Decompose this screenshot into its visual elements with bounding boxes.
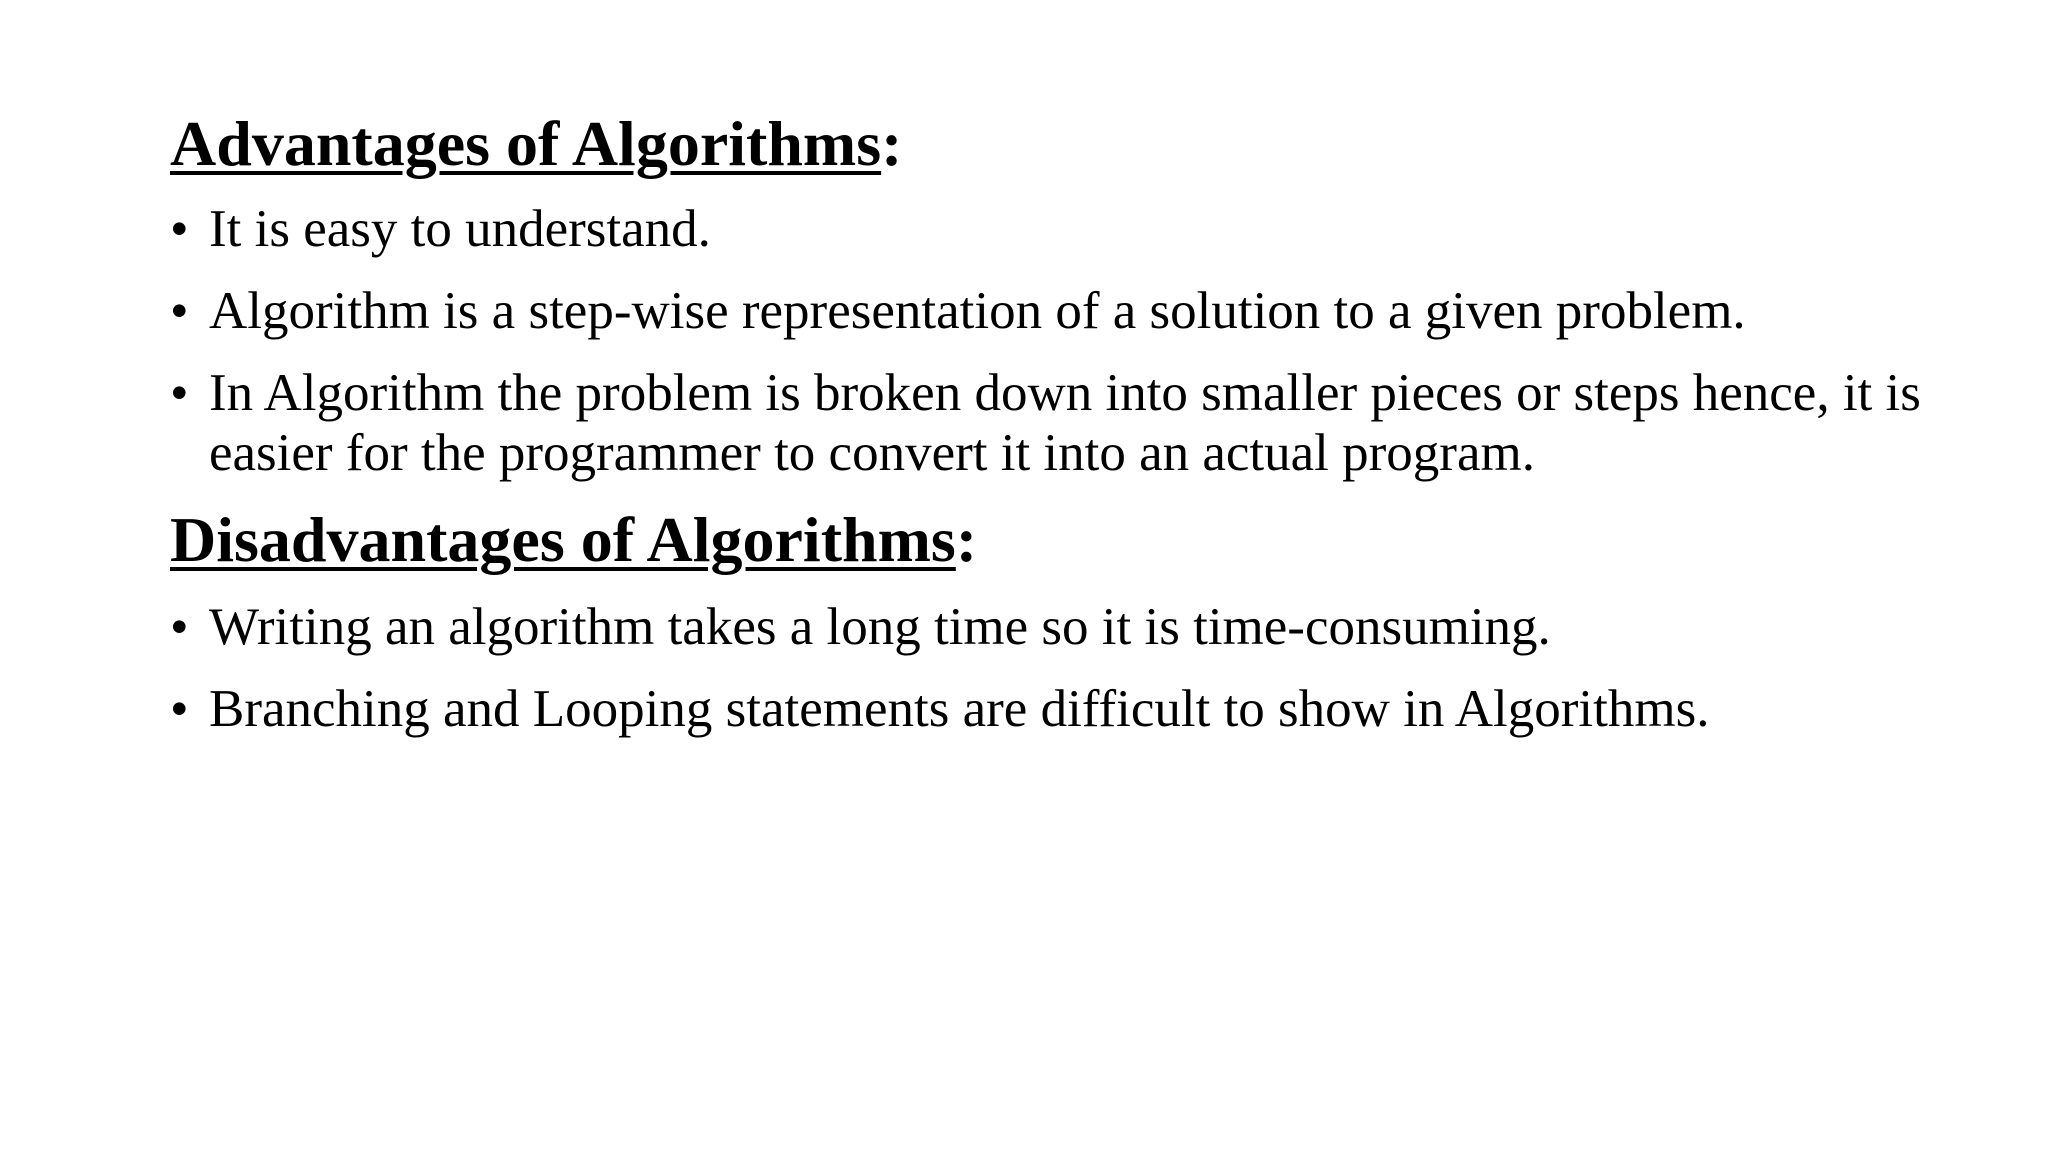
bullet-icon: •: [170, 282, 189, 340]
disadvantages-list: [170, 597, 1950, 739]
list-item: [170, 281, 1950, 341]
disadvantages-section: [170, 501, 1950, 739]
list-item-text: Branching and Looping statements are difficult to show in Algorithms.: [209, 680, 1710, 738]
disadvantages-colon: :: [955, 504, 978, 575]
disadvantages-title: Disadvantages of Algorithms: [170, 504, 956, 575]
list-item-text: Algorithm is a step-wise representation of a solution to a given problem.: [209, 282, 1746, 340]
advantages-section: [170, 105, 1950, 483]
list-item-text: It is easy to understand.: [209, 200, 711, 258]
list-item: [170, 679, 1950, 739]
list-item: [170, 363, 1950, 483]
advantages-colon: :: [881, 108, 903, 179]
list-item: [170, 199, 1950, 259]
list-item-text: In Algorithm the problem is broken down into smaller pieces or steps hence, it is easier for the programmer to convert it into an actual program.: [209, 364, 1921, 482]
list-item-text: Writing an algorithm takes a long time so it is time-consuming.: [209, 598, 1551, 656]
bullet-icon: •: [170, 598, 189, 656]
list-item: [170, 597, 1950, 657]
advantages-list: [170, 199, 1950, 483]
disadvantages-heading: [170, 501, 1950, 579]
advantages-title: Advantages of Algorithms: [170, 108, 882, 179]
bullet-icon: •: [170, 364, 189, 422]
bullet-icon: •: [170, 200, 189, 258]
slide-content: [170, 105, 1950, 739]
advantages-heading: [170, 105, 1950, 183]
bullet-icon: •: [170, 680, 189, 738]
